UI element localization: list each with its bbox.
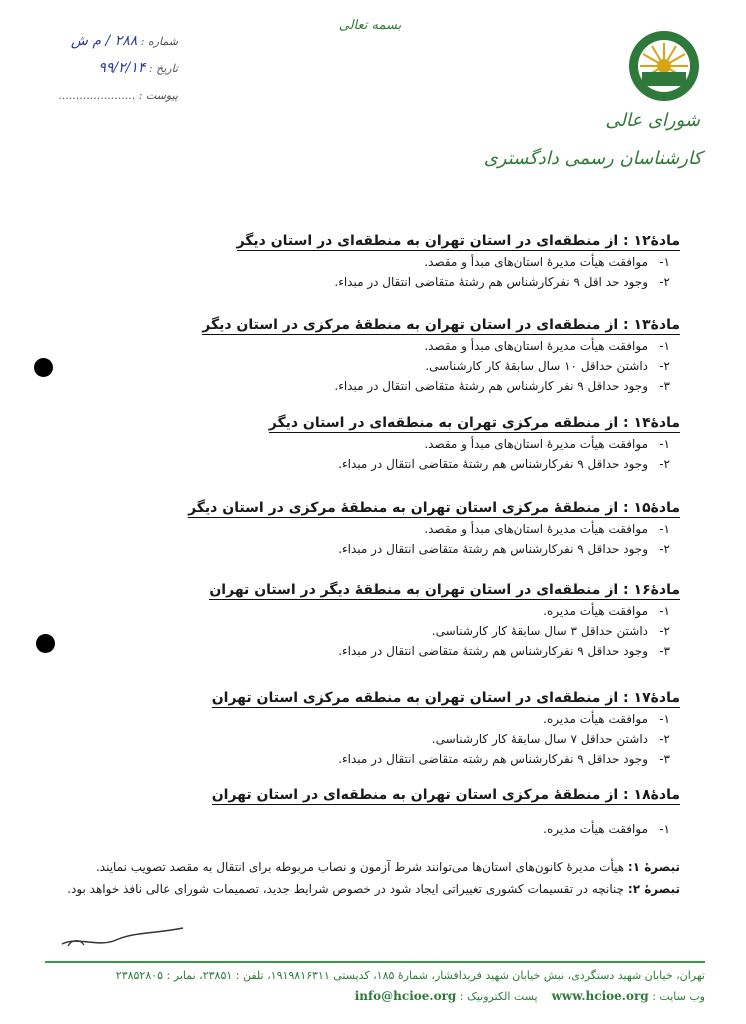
list-item: ۲-وجود حد اقل ۹ نفرکارشناس هم رشتۀ متقاضی انتقال در مبداء. bbox=[334, 275, 670, 289]
list-item: ۳-وجود حداقل ۹ نفر کارشناس هم رشتۀ متقاضی انتقال در مبداء. bbox=[334, 379, 670, 393]
date-label: تاریخ : bbox=[148, 62, 178, 75]
article-12 bbox=[40, 231, 680, 292]
article-17 bbox=[40, 688, 680, 769]
list-item: ۲-داشتن حداقل ۱۰ سال سابقۀ کار کارشناسی. bbox=[425, 359, 670, 373]
list-item: ۱-موافقت هیأت مدیره. bbox=[543, 822, 670, 836]
email-link[interactable]: info@hcioe.org bbox=[354, 989, 457, 1003]
article-title: مادۀ۱۷ : از منطقه‌ای در استان تهران به منطقه مرکزی استان تهران bbox=[211, 690, 680, 706]
list-item: ۲-داشتن حداقل ۷ سال سابقۀ کار کارشناسی. bbox=[431, 732, 670, 746]
number-value: ۲۸۸ / م ش bbox=[70, 33, 138, 49]
punch-hole-icon bbox=[36, 634, 55, 653]
list-item: ۱-موافقت هیأت مدیره. bbox=[543, 604, 670, 618]
organization-name-line1: شورای عالی bbox=[605, 110, 700, 131]
date-row bbox=[28, 55, 178, 82]
list-item: ۱-موافقت هیأت مدیرۀ استان‌های مبدأ و مقصد. bbox=[424, 522, 670, 536]
punch-hole-icon bbox=[34, 358, 53, 377]
footer bbox=[45, 966, 705, 1007]
list-item: ۲-وجود حداقل ۹ نفرکارشناس هم رشتۀ متقاضی انتقال در مبداء. bbox=[338, 457, 670, 471]
attachment-label: پیوست : bbox=[138, 89, 178, 102]
note-1: تبصرۀ ۱: هیأت مدیرۀ کانون‌های استان‌ها می‌توانند شرط آزمون و نصاب مربوطه برای انتقال به مقصد تصویب نمایند. bbox=[95, 860, 680, 874]
organization-logo-icon bbox=[628, 30, 700, 102]
footer-divider bbox=[45, 961, 705, 963]
website-link[interactable]: www.hcioe.org bbox=[551, 989, 649, 1003]
basmala: بسمه تعالی bbox=[338, 18, 402, 33]
list-item: ۳-وجود حداقل ۹ نفرکارشناس هم رشته متقاضی انتقال در مبداء. bbox=[338, 752, 670, 766]
article-13 bbox=[40, 315, 680, 396]
article-title: مادۀ۱۴ : از منطقه مرکزی تهران به منطقه‌ای در استان دیگر bbox=[268, 415, 680, 431]
note-2: تبصرۀ ۲: چنانچه در تقسیمات کشوری تغییراتی ایجاد شود در خصوص شرایط جدید، تصمیمات شورای عالی نافذ خواهد بود. bbox=[67, 882, 680, 896]
article-title: مادۀ۱۵ : از منطقۀ مرکزی استان تهران به منطقۀ مرکزی در استان دیگر bbox=[188, 500, 680, 516]
list-item: ۳-وجود حداقل ۹ نفرکارشناس هم رشتۀ متقاضی انتقال در مبداء. bbox=[338, 644, 670, 658]
website-label: وب سایت : bbox=[652, 990, 705, 1003]
notes-section bbox=[60, 856, 680, 900]
footer-contact bbox=[45, 986, 705, 1007]
article-title: مادۀ۱۸ : از منطقۀ مرکزی استان تهران به منطقه‌ای در استان تهران bbox=[211, 787, 680, 803]
article-title: مادۀ۱۲ : از منطقه‌ای در استان تهران به منطقه‌ای در استان دیگر bbox=[236, 233, 680, 249]
email-label: پست الکترونیک : bbox=[459, 990, 538, 1003]
article-title: مادۀ۱۳ : از منطقه‌ای در استان تهران به منطقۀ مرکزی در استان دیگر bbox=[202, 317, 680, 333]
article-18 bbox=[40, 785, 680, 839]
list-item: ۱-موافقت هیأت مدیره. bbox=[543, 712, 670, 726]
list-item: ۲-وجود حداقل ۹ نفرکارشناس هم رشتۀ متقاضی انتقال در مبداء. bbox=[338, 542, 670, 556]
organization-name-line2: کارشناسان رسمی دادگستری bbox=[483, 148, 702, 169]
list-item: ۲-داشتن حداقل ۳ سال سابقۀ کار کارشناسی. bbox=[431, 624, 670, 638]
signature-icon bbox=[58, 922, 188, 952]
list-item: ۱-موافقت هیأت مدیرۀ استان‌های مبدأ و مقصد. bbox=[424, 437, 670, 451]
article-title: مادۀ۱۶ : از منطقه‌ای در استان تهران به منطقۀ دیگر در استان تهران bbox=[209, 582, 680, 598]
date-value: ۹۹/۲/۱۴ bbox=[98, 60, 146, 76]
article-15 bbox=[40, 498, 680, 559]
attachment-value: ...................... bbox=[58, 89, 136, 102]
article-14 bbox=[40, 413, 680, 474]
number-row bbox=[28, 28, 178, 55]
list-item: ۱-موافقت هیأت مدیرۀ استان‌های مبدأ و مقصد. bbox=[424, 339, 670, 353]
list-item: ۱-موافقت هیأت مدیرۀ استان‌های مبدأ و مقصد. bbox=[424, 255, 670, 269]
attachment-row bbox=[28, 82, 178, 109]
footer-address: تهران، خیابان شهید دستگردی، نبش خیابان شهید فریدافشار، شمارۀ ۱۸۵، کدپستی ۱۹۱۹۸۱۶۳۱۱، تلفن : ۲۳۸۵۱، نمابر : ۲۳۸۵۲۸۰۵ bbox=[115, 969, 705, 982]
number-label: شماره : bbox=[140, 35, 178, 48]
article-16 bbox=[40, 580, 680, 661]
letter-meta bbox=[28, 28, 178, 109]
